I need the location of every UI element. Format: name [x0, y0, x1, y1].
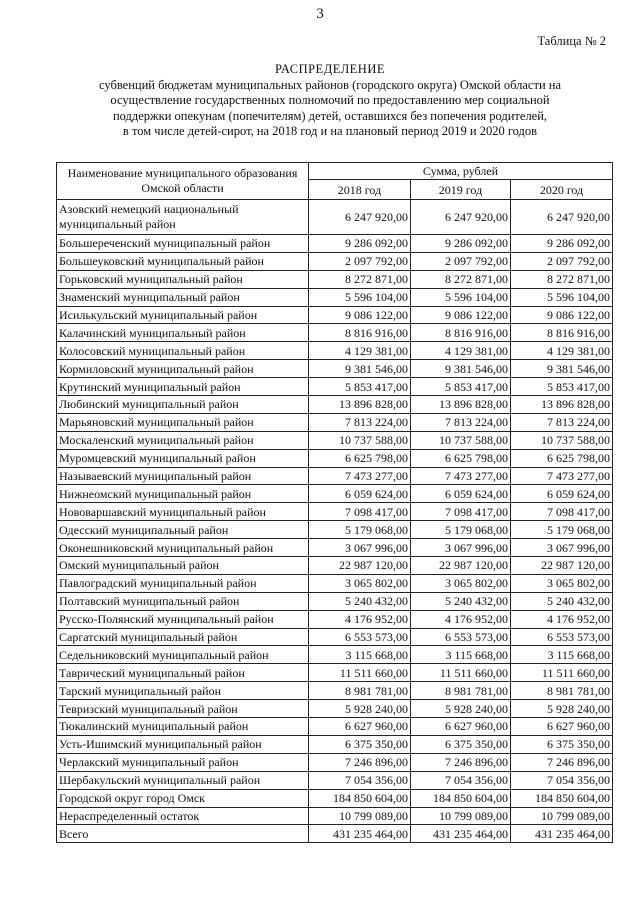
- row-amount: 6 553 573,00: [309, 628, 411, 646]
- table-row: [57, 700, 613, 718]
- table-row: [57, 306, 613, 324]
- row-amount: 6 247 920,00: [309, 200, 411, 235]
- column-header-year: 2019 год: [411, 180, 511, 200]
- table-row: [57, 771, 613, 789]
- row-amount: 7 054 356,00: [309, 771, 411, 789]
- row-amount: 7 098 417,00: [511, 503, 613, 521]
- table-row: [57, 557, 613, 575]
- row-amount: 6 627 960,00: [511, 718, 613, 736]
- row-name: Большереченский муниципальный район: [57, 235, 309, 253]
- table-row: [57, 628, 613, 646]
- row-amount: 5 596 104,00: [411, 288, 511, 306]
- table-row: [57, 521, 613, 539]
- subvention-table: [56, 162, 613, 843]
- row-amount: 7 473 277,00: [411, 467, 511, 485]
- table-row: [57, 270, 613, 288]
- row-amount: 11 511 660,00: [511, 664, 613, 682]
- row-amount: 3 115 668,00: [511, 646, 613, 664]
- column-header-sum: Сумма, рублей: [309, 163, 613, 180]
- row-amount: 431 235 464,00: [411, 825, 511, 843]
- table-row: [57, 807, 613, 825]
- column-header-year: 2018 год: [309, 180, 411, 200]
- row-name: Исилькульский муниципальный район: [57, 306, 309, 324]
- row-amount: 6 553 573,00: [511, 628, 613, 646]
- row-name: Таврический муниципальный район: [57, 664, 309, 682]
- row-amount: 3 065 802,00: [411, 574, 511, 592]
- row-amount: 6 375 350,00: [511, 735, 613, 753]
- row-amount: 5 853 417,00: [411, 378, 511, 396]
- row-amount: 6 553 573,00: [411, 628, 511, 646]
- row-amount: 7 098 417,00: [411, 503, 511, 521]
- table-row: [57, 646, 613, 664]
- row-name: Тарский муниципальный район: [57, 682, 309, 700]
- row-name: Колосовский муниципальный район: [57, 342, 309, 360]
- table-row: [57, 825, 613, 843]
- table-label: Таблица № 2: [537, 34, 606, 48]
- row-amount: 9 381 546,00: [411, 360, 511, 378]
- page-number: 3: [316, 6, 324, 22]
- row-amount: 8 981 781,00: [309, 682, 411, 700]
- row-amount: 7 098 417,00: [309, 503, 411, 521]
- row-amount: 5 240 432,00: [511, 592, 613, 610]
- row-name: Тевризский муниципальный район: [57, 700, 309, 718]
- row-name: Муромцевский муниципальный район: [57, 449, 309, 467]
- row-amount: 10 799 089,00: [309, 807, 411, 825]
- table-row: [57, 485, 613, 503]
- row-amount: 8 816 916,00: [511, 324, 613, 342]
- table-row: [57, 413, 613, 431]
- row-amount: 4 129 381,00: [309, 342, 411, 360]
- row-amount: 7 054 356,00: [411, 771, 511, 789]
- row-name: Знаменский муниципальный район: [57, 288, 309, 306]
- row-amount: 6 625 798,00: [511, 449, 613, 467]
- row-name: Усть-Ишимский муниципальный район: [57, 735, 309, 753]
- row-amount: 9 381 546,00: [309, 360, 411, 378]
- table-row: [57, 539, 613, 557]
- row-amount: 5 179 068,00: [309, 521, 411, 539]
- table-row: [57, 396, 613, 414]
- row-amount: 22 987 120,00: [511, 557, 613, 575]
- row-amount: 6 625 798,00: [309, 449, 411, 467]
- row-amount: 4 176 952,00: [309, 610, 411, 628]
- heading-line: в том числе детей-сирот, на 2018 год и на плановый период 2019 и 2020 годов: [122, 124, 538, 138]
- row-amount: 9 286 092,00: [411, 235, 511, 253]
- row-amount: 6 627 960,00: [309, 718, 411, 736]
- row-amount: 13 896 828,00: [511, 396, 613, 414]
- table-row: [57, 288, 613, 306]
- table-row: [57, 200, 613, 235]
- row-amount: 6 059 624,00: [309, 485, 411, 503]
- table-row: [57, 753, 613, 771]
- row-amount: 7 813 224,00: [511, 413, 613, 431]
- table-row: [57, 592, 613, 610]
- row-amount: 184 850 604,00: [411, 789, 511, 807]
- table-row: [57, 431, 613, 449]
- row-amount: 7 473 277,00: [309, 467, 411, 485]
- heading-title: РАСПРЕДЕЛЕНИЕ: [274, 62, 385, 76]
- row-amount: 22 987 120,00: [309, 557, 411, 575]
- row-amount: 5 853 417,00: [511, 378, 613, 396]
- row-name: Кормиловский муниципальный район: [57, 360, 309, 378]
- table-row: [57, 252, 613, 270]
- row-amount: 6 059 624,00: [511, 485, 613, 503]
- row-amount: 6 247 920,00: [411, 200, 511, 235]
- row-amount: 8 272 871,00: [309, 270, 411, 288]
- row-amount: 3 115 668,00: [411, 646, 511, 664]
- row-amount: 7 054 356,00: [511, 771, 613, 789]
- row-amount: 5 179 068,00: [511, 521, 613, 539]
- row-name: Нижнеомский муниципальный район: [57, 485, 309, 503]
- row-amount: 13 896 828,00: [411, 396, 511, 414]
- row-amount: 431 235 464,00: [309, 825, 411, 843]
- row-amount: 6 247 920,00: [511, 200, 613, 235]
- row-amount: 11 511 660,00: [309, 664, 411, 682]
- row-name: Всего: [57, 825, 309, 843]
- table-row: [57, 718, 613, 736]
- row-amount: 4 176 952,00: [411, 610, 511, 628]
- row-amount: 9 381 546,00: [511, 360, 613, 378]
- row-name: Оконешниковский муниципальный район: [57, 539, 309, 557]
- row-amount: 10 737 588,00: [309, 431, 411, 449]
- row-amount: 7 246 896,00: [309, 753, 411, 771]
- row-amount: 6 627 960,00: [411, 718, 511, 736]
- heading-line: поддержки опекунам (попечителям) детей, оставшихся без попечения родителей,: [112, 108, 548, 123]
- row-name: Черлакский муниципальный район: [57, 753, 309, 771]
- row-name: Любинский муниципальный район: [57, 396, 309, 414]
- row-name: Одесский муниципальный район: [57, 521, 309, 539]
- table-row: [57, 664, 613, 682]
- column-header-year: 2020 год: [511, 180, 613, 200]
- row-amount: 6 059 624,00: [411, 485, 511, 503]
- row-amount: 3 067 996,00: [309, 539, 411, 557]
- table-row: [57, 735, 613, 753]
- row-amount: 8 981 781,00: [511, 682, 613, 700]
- row-amount: 5 853 417,00: [309, 378, 411, 396]
- row-name: Азовский немецкий национальный муниципальный район: [57, 200, 309, 235]
- table-row: [57, 789, 613, 807]
- row-amount: 13 896 828,00: [309, 396, 411, 414]
- column-header-name: Наименование муниципального образования Омской области: [57, 163, 309, 200]
- row-name: Москаленский муниципальный район: [57, 431, 309, 449]
- row-amount: 5 928 240,00: [511, 700, 613, 718]
- row-amount: 7 246 896,00: [511, 753, 613, 771]
- row-amount: 6 625 798,00: [411, 449, 511, 467]
- row-amount: 9 086 122,00: [411, 306, 511, 324]
- row-amount: 4 129 381,00: [411, 342, 511, 360]
- row-amount: 10 799 089,00: [511, 807, 613, 825]
- heading-line: субвенций бюджетам муниципальных районов (городского округа) Омской области на: [98, 77, 561, 92]
- row-amount: 22 987 120,00: [411, 557, 511, 575]
- row-amount: 7 813 224,00: [411, 413, 511, 431]
- row-name: Горьковский муниципальный район: [57, 270, 309, 288]
- row-amount: 184 850 604,00: [309, 789, 411, 807]
- row-name: Называевский муниципальный район: [57, 467, 309, 485]
- row-amount: 11 511 660,00: [411, 664, 511, 682]
- row-name: Крутинский муниципальный район: [57, 378, 309, 396]
- table-row: [57, 235, 613, 253]
- row-name: Саргатский муниципальный район: [57, 628, 309, 646]
- row-amount: 7 473 277,00: [511, 467, 613, 485]
- row-amount: 10 799 089,00: [411, 807, 511, 825]
- row-amount: 3 065 802,00: [309, 574, 411, 592]
- table-row: [57, 467, 613, 485]
- row-name: Нововаршавский муниципальный район: [57, 503, 309, 521]
- row-amount: 7 813 224,00: [309, 413, 411, 431]
- table-row: [57, 324, 613, 342]
- row-amount: 3 115 668,00: [309, 646, 411, 664]
- table-row: [57, 342, 613, 360]
- row-name: Марьяновский муниципальный район: [57, 413, 309, 431]
- row-amount: 3 067 996,00: [411, 539, 511, 557]
- row-amount: 9 286 092,00: [309, 235, 411, 253]
- row-amount: 4 129 381,00: [511, 342, 613, 360]
- row-amount: 5 928 240,00: [411, 700, 511, 718]
- row-amount: 8 272 871,00: [411, 270, 511, 288]
- row-amount: 10 737 588,00: [511, 431, 613, 449]
- table-row: [57, 682, 613, 700]
- row-amount: 8 816 916,00: [309, 324, 411, 342]
- row-amount: 184 850 604,00: [511, 789, 613, 807]
- table-row: [57, 503, 613, 521]
- row-amount: 5 179 068,00: [411, 521, 511, 539]
- row-name: Калачинский муниципальный район: [57, 324, 309, 342]
- row-amount: 3 067 996,00: [511, 539, 613, 557]
- row-name: Полтавский муниципальный район: [57, 592, 309, 610]
- row-amount: 4 176 952,00: [511, 610, 613, 628]
- row-amount: 3 065 802,00: [511, 574, 613, 592]
- row-amount: 5 596 104,00: [511, 288, 613, 306]
- table-row: [57, 378, 613, 396]
- table-row: [57, 449, 613, 467]
- row-amount: 5 596 104,00: [309, 288, 411, 306]
- row-amount: 9 086 122,00: [309, 306, 411, 324]
- row-name: Городской округ город Омск: [57, 789, 309, 807]
- row-amount: 9 086 122,00: [511, 306, 613, 324]
- row-name: Большеуковский муниципальный район: [57, 252, 309, 270]
- row-name: Нераспределенный остаток: [57, 807, 309, 825]
- row-amount: 8 981 781,00: [411, 682, 511, 700]
- table-body: [57, 200, 613, 843]
- row-amount: 6 375 350,00: [309, 735, 411, 753]
- table-row: [57, 360, 613, 378]
- row-amount: 2 097 792,00: [411, 252, 511, 270]
- table-row: [57, 574, 613, 592]
- heading-line: осуществление государственных полномочий по предоставлению мер социальной: [110, 93, 550, 107]
- row-amount: 6 375 350,00: [411, 735, 511, 753]
- row-amount: 8 816 916,00: [411, 324, 511, 342]
- row-amount: 8 272 871,00: [511, 270, 613, 288]
- row-name: Шербакульский муниципальный район: [57, 771, 309, 789]
- row-name: Павлоградский муниципальный район: [57, 574, 309, 592]
- row-amount: 10 737 588,00: [411, 431, 511, 449]
- row-amount: 2 097 792,00: [309, 252, 411, 270]
- row-name: Русско-Полянский муниципальный район: [57, 610, 309, 628]
- row-amount: 5 240 432,00: [309, 592, 411, 610]
- row-amount: 431 235 464,00: [511, 825, 613, 843]
- row-amount: 5 928 240,00: [309, 700, 411, 718]
- row-amount: 2 097 792,00: [511, 252, 613, 270]
- table-row: [57, 610, 613, 628]
- row-amount: 9 286 092,00: [511, 235, 613, 253]
- row-name: Омский муниципальный район: [57, 557, 309, 575]
- document-heading: [60, 62, 600, 140]
- row-name: Седельниковский муниципальный район: [57, 646, 309, 664]
- row-amount: 5 240 432,00: [411, 592, 511, 610]
- row-name: Тюкалинский муниципальный район: [57, 718, 309, 736]
- row-amount: 7 246 896,00: [411, 753, 511, 771]
